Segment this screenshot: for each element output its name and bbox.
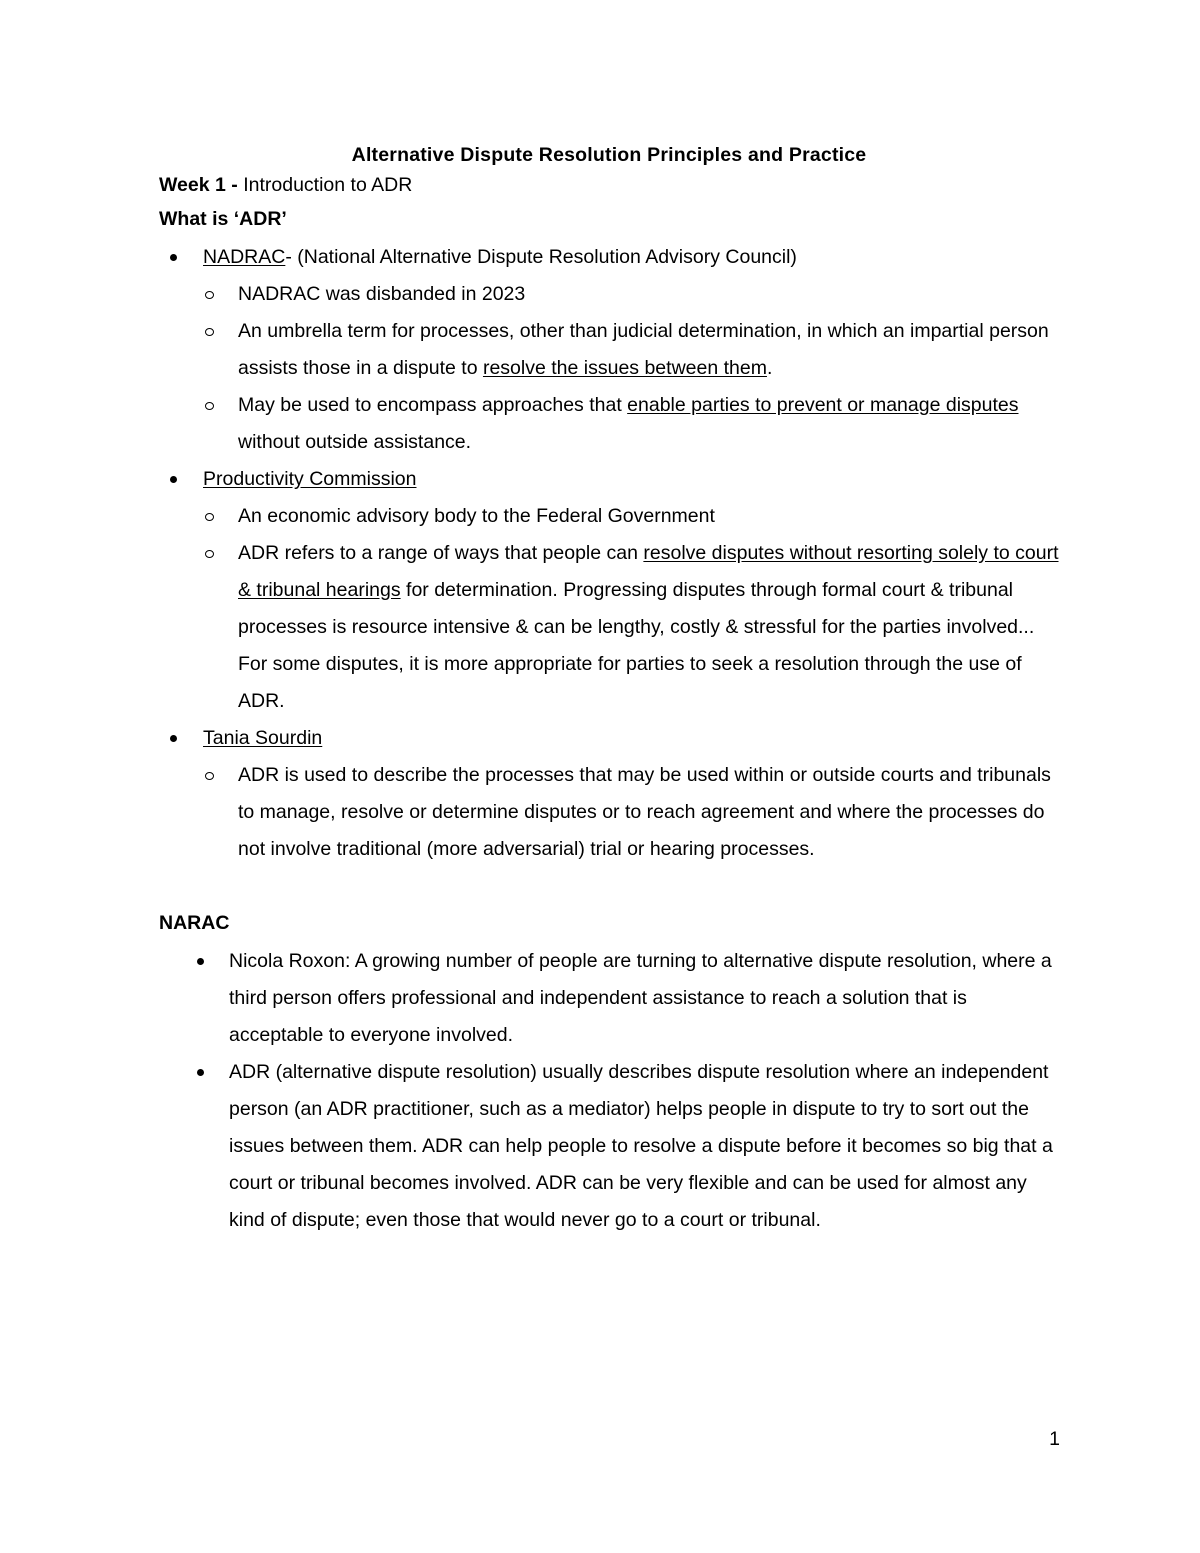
document-title: Alternative Dispute Resolution Principles and Practice xyxy=(351,144,867,166)
sourdin-points xyxy=(203,757,1059,868)
narac-list xyxy=(159,943,1059,1239)
source-title-productivity-commission: Productivity Commission xyxy=(203,468,417,490)
section-heading-what-is-adr: What is ‘ADR’ xyxy=(159,208,287,230)
definitions-list xyxy=(159,239,1059,868)
week-topic: Introduction to ADR xyxy=(243,174,413,196)
spacer xyxy=(159,868,1059,904)
document-body xyxy=(159,140,1059,1239)
week-separator: - xyxy=(225,174,244,196)
list-item-productivity-commission xyxy=(159,461,1059,720)
source-title-tania-sourdin: Tania Sourdin xyxy=(203,727,323,749)
list-item: An umbrella term for processes, other than judicial determination, in which an impartial person assists those in a dispute to resolve the issues between them. xyxy=(203,313,1059,387)
list-item: May be used to encompass approaches that enable parties to prevent or manage disputes without outside assistance. xyxy=(203,387,1059,461)
list-item: ADR is used to describe the processes that may be used within or outside courts and tribunals to manage, resolve or determine disputes or to reach agreement and where the processes do not involve traditional (more adversarial) trial or hearing processes. xyxy=(203,757,1059,868)
week-line xyxy=(159,170,1059,200)
source-title-nadrac: NADRAC- (National Alternative Dispute Resolution Advisory Council) xyxy=(203,246,797,268)
page-number: 1 xyxy=(1049,1428,1060,1450)
list-item: NADRAC was disbanded in 2023 xyxy=(203,276,1059,313)
week-label: Week 1 xyxy=(159,174,226,196)
list-item-nadrac xyxy=(159,239,1059,461)
list-item: Nicola Roxon: A growing number of people are turning to alternative dispute resolution, where a third person offers professional and independent assistance to reach a solution that is acceptable to everyone involved. xyxy=(159,943,1059,1054)
nadrac-points xyxy=(203,276,1059,461)
section-heading-narac: NARAC xyxy=(159,912,230,934)
productivity-points xyxy=(203,498,1059,720)
list-item: ADR refers to a range of ways that people can resolve disputes without resorting solely to court & tribunal hearings for determination. Progressing disputes through formal court & tribunal processes is resource intensive & can be lengthy, costly & stressful for the parties involved... For some disputes, it is more appropriate for parties to seek a resolution through the use of ADR. xyxy=(203,535,1059,720)
list-item: An economic advisory body to the Federal Government xyxy=(203,498,1059,535)
list-item: ADR (alternative dispute resolution) usually describes dispute resolution where an independent person (an ADR practitioner, such as a mediator) helps people in dispute to try to sort out the issues between them. ADR can help people to resolve a dispute before it becomes so big that a court or tribunal becomes involved. ADR can be very flexible and can be used for almost any kind of dispute; even those that would never go to a court or tribunal. xyxy=(159,1054,1059,1239)
list-item-tania-sourdin xyxy=(159,720,1059,868)
